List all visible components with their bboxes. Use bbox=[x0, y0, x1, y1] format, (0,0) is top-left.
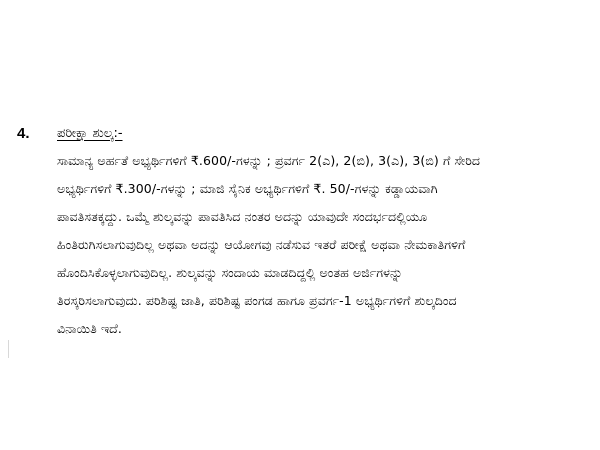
section-body bbox=[57, 150, 597, 346]
section-number: 4. bbox=[17, 125, 30, 142]
body-line-1: ಸಾಮಾನ್ಯ ಅರ್ಹತೆ ಅಭ್ಯರ್ಥಿಗಳಿಗೆ ₹.600/-ಗಳನ್ನು ; ಪ್ರವರ್ಗ 2(ಎ), 2(ಬಿ), 3(ಎ), 3(ಬಿ) ಗೆ ಸೇರಿದ bbox=[57, 153, 481, 168]
body-line-5: ಹೊಂದಿಸಿಕೊಳ್ಳಲಾಗುವುದಿಲ್ಲ. ಶುಲ್ಕವನ್ನು ಸಂದಾಯ ಮಾಡದಿದ್ದಲ್ಲಿ ಅಂತಹ ಅರ್ಜಿಗಳನ್ನು bbox=[57, 265, 403, 280]
scan-edge-mark bbox=[8, 340, 9, 358]
body-line-4: ಹಿಂತಿರುಗಿಸಲಾಗುವುದಿಲ್ಲ ಅಥವಾ ಅದನ್ನು ಆಯೋಗವು ನಡೆಸುವ ಇತರೆ ಪರೀಕ್ಷೆ ಅಥವಾ ನೇಮಕಾತಿಗಳಿಗೆ bbox=[57, 237, 466, 252]
body-line-6: ತಿರಸ್ಕರಿಸಲಾಗುವುದು. ಪರಿಶಿಷ್ಟ ಜಾತಿ, ಪರಿಶಿಷ್ಟ ಪಂಗಡ ಹಾಗೂ ಪ್ರವರ್ಗ-1 ಅಭ್ಯರ್ಥಿಗಳಿಗೆ ಶುಲ್ಕದಿಂದ bbox=[57, 293, 457, 308]
section-heading: ಪರೀಕ್ಷಾ ಶುಲ್ಕ:- bbox=[57, 126, 123, 141]
body-line-2: ಅಭ್ಯರ್ಥಿಗಳಿಗೆ ₹.300/-ಗಳನ್ನು ; ಮಾಜಿ ಸೈನಿಕ ಅಭ್ಯರ್ಥಿಗಳಿಗೆ ₹. 50/-ಗಳನ್ನು ಕಡ್ಡಾಯವಾಗಿ bbox=[57, 181, 438, 196]
body-line-7: ವಿನಾಯಿತಿ ಇದೆ. bbox=[57, 321, 122, 336]
body-line-3: ಪಾವತಿಸತಕ್ಕದ್ದು. ಒಮ್ಮೆ ಶುಲ್ಕವನ್ನು ಪಾವತಿಸಿದ ನಂತರ ಅದನ್ನು ಯಾವುದೇ ಸಂದರ್ಭದಲ್ಲಿಯೂ bbox=[57, 209, 428, 224]
